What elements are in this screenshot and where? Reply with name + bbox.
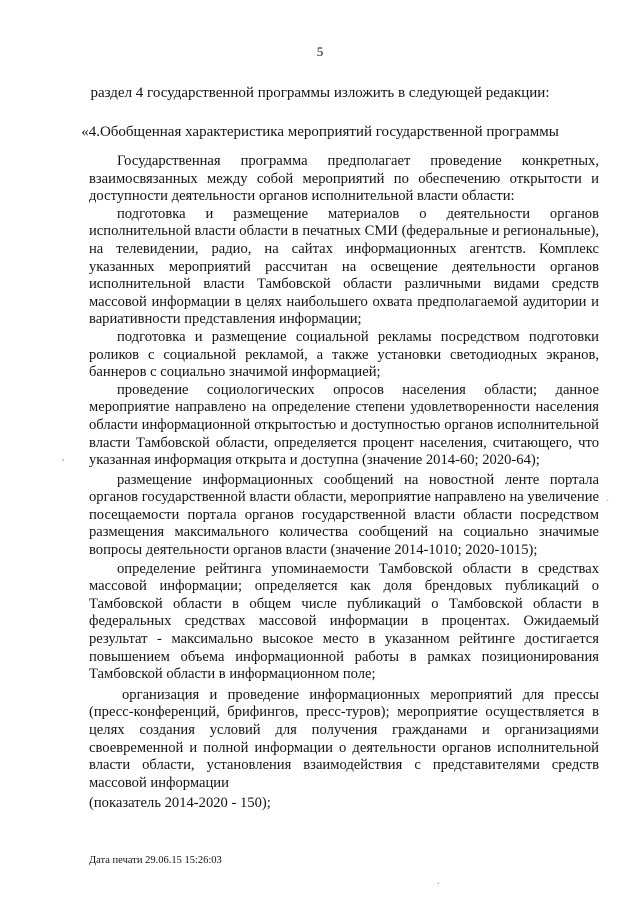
paragraph: Государственная программа предполагает проведение конкретных, взаимосвязанных между собой мероприятий по обеспечению открытости и доступности деятельности органов исполнительной власти области: [89,153,599,205]
paragraph: проведение социологических опросов населения области; данное мероприятие направлено на определение степени удовлетворенности населения области информационной открытостью и доступностью органов исполнительной власти Тамбовской области, определяется процент населения, считающего, что указанная информация открыта и доступна (значение 2014-60; 2020-64); [89,381,599,469]
paragraph: (показатель 2014-2020 - 150); [89,795,271,812]
paragraph: размещение информационных сообщений на новостной ленте портала органов государственной власти области, мероприятие направлено на увеличение посещаемости портала органов государственной власти области посредством размещения максимального количества сообщений на социально значимые вопросы деятельности органов власти (значение 2014-1010; 2020-1015); [89,471,599,559]
print-date-footer: Дата печати 29.06.15 15:26:03 [89,855,222,866]
intro-line: раздел 4 государственной программы изложить в следующей редакции: [90,85,550,101]
scan-mark: · [606,496,610,507]
document-body [89,153,599,813]
scan-mark: , [62,452,65,463]
paragraph: организация и проведение информационных мероприятий для прессы (пресс-конференций, брифингов, пресс-туров); мероприятие осуществляется в целях создания условий для получения гражданами и организациями своевременной и полной информации о деятельности органов исполнительной власти области, установления взаимодействия с представителями средств массовой информации [89,686,599,791]
page-number: 5 [316,44,324,59]
paragraph: определение рейтинга упоминаемости Тамбовской области в средствах массовой информации; определяется как доля брендовых публикаций о Тамбовской области в общем числе публикаций о Тамбовской области в федеральных средствах массовой информации в процентах. Ожидаемый результат - максимально высокое место в указанном рейтинге достигается повышением объема информационной работы в рамках позиционирования Тамбовской области в информационном поле; [89,560,599,683]
paragraph: подготовка и размещение социальной рекламы посредством подготовки роликов с социальной рекламой, а также установки светодиодных экранов, баннеров с социально значимой информацией; [89,328,599,381]
scan-mark: . [437,876,440,887]
paragraph: подготовка и размещение материалов о деятельности органов исполнительной власти области в печатных СМИ (федеральные и региональные), на телевидении, радио, на сайтах информационных агентств. Комплекс указанных мероприятий рассчитан на освещение деятельности органов исполнительной власти Тамбовской области различными видами средств массовой информации в целях наибольшего охвата предполагаемой аудитории и вариативности представления информации; [89,205,599,328]
section-heading: «4.Обобщенная характеристика мероприятий государственной программы [81,124,559,140]
